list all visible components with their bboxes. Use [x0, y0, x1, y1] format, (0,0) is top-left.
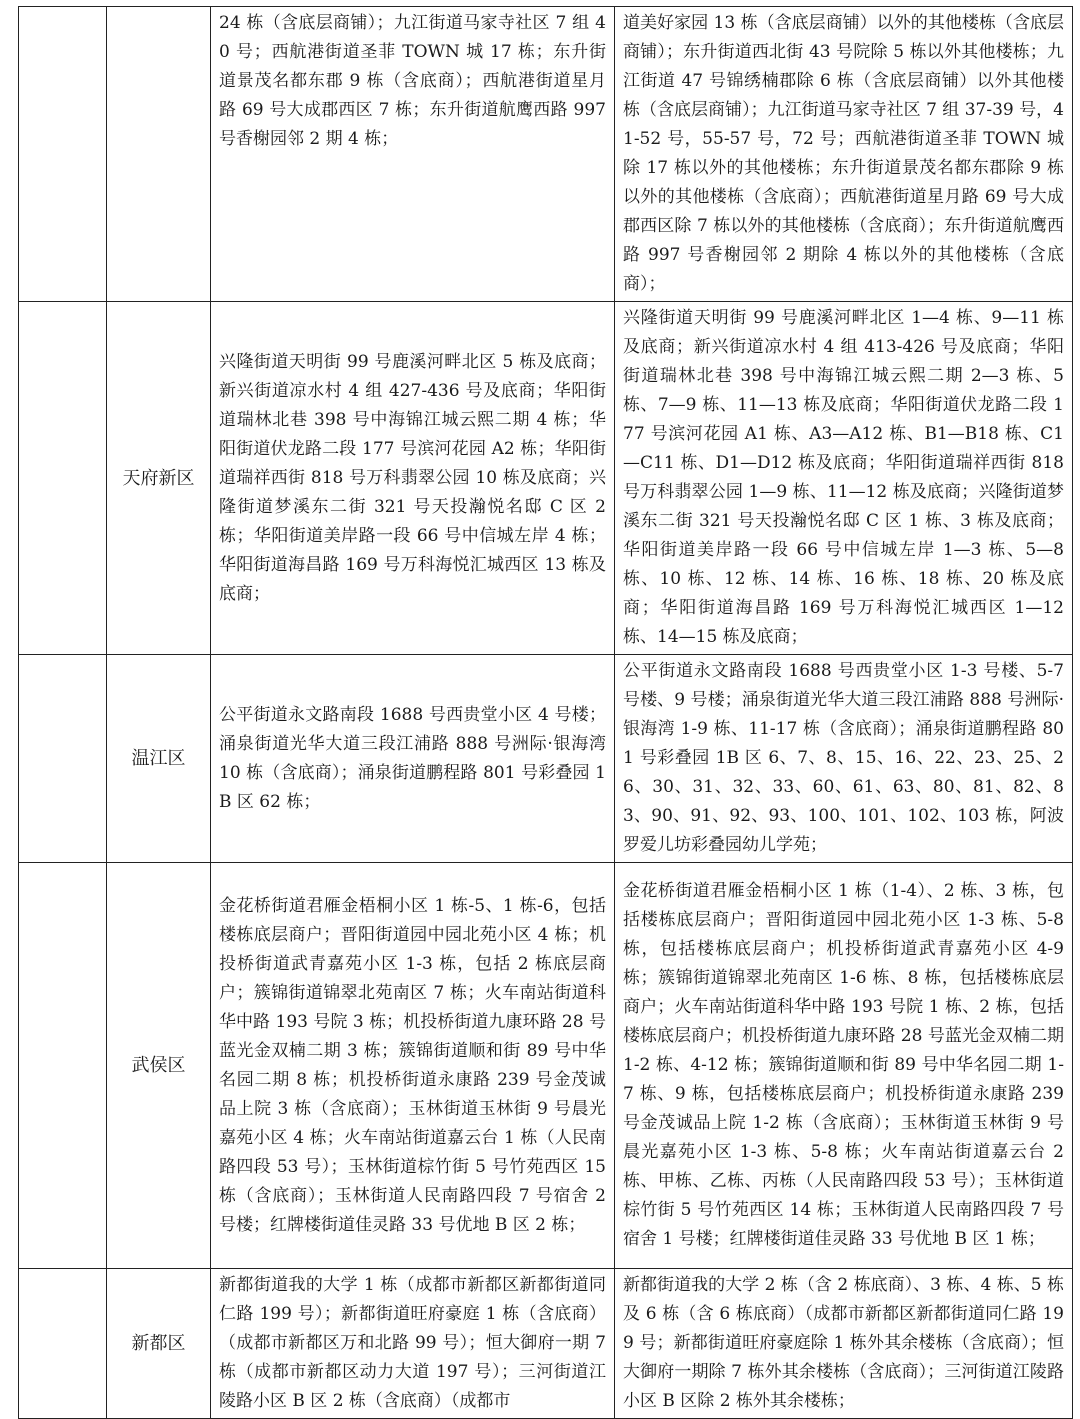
- region-cell: [19, 863, 107, 1269]
- table-row: [19, 863, 1073, 1269]
- district-cell: 天府新区: [107, 302, 211, 655]
- precaution-area-cell: 兴隆街道天明街 99 号鹿溪河畔北区 1—4 栋、9—11 栋及底商；新兴街道凉水村 4 组 413-426 号及底商；华阳街道瑞林北巷 398 号中海锦江城云熙二期 2—3 栋、5 栋、7—9 栋、11—13 栋及底商；华阳街道伏龙路二段 177 号滨河花园 A1 栋、A3—A12 栋、B1—B18 栋、C1—C11 栋、D1—D12 栋及底商；华阳街道瑞祥西街 818 号万科翡翠公园 1—9 栋、11—12 栋及底商；兴隆街道梦溪东二街 321 号天投瀚悦名邸 C 区 1 栋、3 栋及底商；华阳街道美岸路一段 66 号中信城左岸 1—3 栋、5—8 栋、10 栋、12 栋、14 栋、16 栋、18 栋、20 栋及底商；华阳街道海昌路 169 号万科海悦汇城西区 1—12 栋、14—15 栋及底商；: [615, 302, 1073, 655]
- risk-area-table: [18, 6, 1073, 1419]
- table-row: [19, 7, 1073, 302]
- district-cell: [107, 7, 211, 302]
- precaution-area-cell: 道美好家园 13 栋（含底层商铺）以外的其他楼栋（含底层商铺）；东升街道西北街 43 号院除 5 栋以外其他楼栋；九江街道 47 号锦绣楠郡除 6 栋（含底层商铺）以外其他楼栋（含底层商铺）；九江街道马家寺社区 7 组 37-39 号，41-52 号，55-57 号，72 号；西航港街道圣菲 TOWN 城除 17 栋以外的其他楼栋；东升街道景茂名都东郡除 9 栋以外的其他楼栋（含底商）；西航港街道星月路 69 号大成郡西区除 7 栋以外的其他楼栋（含底商）；东升街道航鹰西路 997 号香榭园邻 2 期除 4 栋以外的其他楼栋（含底商）；: [615, 7, 1073, 302]
- controlled-area-cell: 24 栋（含底层商铺）；九江街道马家寺社区 7 组 40 号；西航港街道圣菲 TOWN 城 17 栋；东升街道景茂名都东郡 9 栋（含底商）；西航港街道星月路 69 号大成郡西区 7 栋；东升街道航鹰西路 997 号香榭园邻 2 期 4 栋；: [211, 7, 615, 302]
- controlled-area-cell: 金花桥街道君雁金梧桐小区 1 栋-5、1 栋-6，包括楼栋底层商户；晋阳街道园中园北苑小区 4 栋；机投桥街道武青嘉苑小区 1-3 栋，包括 2 栋底层商户；簇锦街道锦翠北苑南区 7 栋；火车南站街道科华中路 193 号院 3 栋；机投桥街道九康环路 28 号蓝光金双楠二期 3 栋；簇锦街道顺和街 89 号中华名园二期 8 栋；机投桥街道永康路 239 号金茂诚品上院 3 栋（含底商）；玉林街道玉林街 9 号晨光嘉苑小区 4 栋；火车南站街道嘉云台 1 栋（人民南路四段 53 号）；玉林街道棕竹街 5 号竹苑西区 15 栋（含底商）；玉林街道人民南路四段 7 号宿舍 2 号楼；红牌楼街道佳灵路 33 号优地 B 区 2 栋；: [211, 863, 615, 1269]
- controlled-area-cell: 兴隆街道天明街 99 号鹿溪河畔北区 5 栋及底商；新兴街道凉水村 4 组 427-436 号及底商；华阳街道瑞林北巷 398 号中海锦江城云熙二期 4 栋；华阳街道伏龙路二段 177 号滨河花园 A2 栋；华阳街道瑞祥西街 818 号万科翡翠公园 10 栋及底商；兴隆街道梦溪东二街 321 号天投瀚悦名邸 C 区 2 栋；华阳街道美岸路一段 66 号中信城左岸 4 栋；华阳街道海昌路 169 号万科海悦汇城西区 13 栋及底商；: [211, 302, 615, 655]
- table-row: [19, 655, 1073, 863]
- region-cell: [19, 1269, 107, 1419]
- controlled-area-cell: 新都街道我的大学 1 栋（成都市新都区新都街道同仁路 199 号）；新都街道旺府豪庭 1 栋（含底商）（成都市新都区万和北路 99 号）；恒大御府一期 7 栋（成都市新都区动力大道 197 号）；三河街道江陵路小区 B 区 2 栋（含底商）（成都市: [211, 1269, 615, 1419]
- precaution-area-cell: 金花桥街道君雁金梧桐小区 1 栋（1-4）、2 栋、3 栋，包括楼栋底层商户；晋阳街道园中园北苑小区 1-3 栋、5-8 栋，包括楼栋底层商户；机投桥街道武青嘉苑小区 4-9 栋；簇锦街道锦翠北苑南区 1-6 栋、8 栋，包括楼栋底层商户；火车南站街道科华中路 193 号院 1 栋、2 栋，包括楼栋底层商户；机投桥街道九康环路 28 号蓝光金双楠二期 1-2 栋、4-12 栋；簇锦街道顺和街 89 号中华名园二期 1-7 栋、9 栋，包括楼栋底层商户；机投桥街道永康路 239 号金茂诚品上院 1-2 栋（含底商）；玉林街道玉林街 9 号晨光嘉苑小区 1-3 栋、5-8 栋；火车南站街道嘉云台 2 栋、甲栋、乙栋、丙栋（人民南路四段 53 号）；玉林街道棕竹街 5 号竹苑西区 14 栋；玉林街道人民南路四段 7 号宿舍 1 号楼；红牌楼街道佳灵路 33 号优地 B 区 1 栋；: [615, 863, 1073, 1269]
- controlled-area-cell: 公平街道永文路南段 1688 号西贵堂小区 4 号楼；涌泉街道光华大道三段江浦路 888 号洲际·银海湾 10 栋（含底商）；涌泉街道鹏程路 801 号彩叠园 1B 区 62 栋；: [211, 655, 615, 863]
- district-cell: 温江区: [107, 655, 211, 863]
- region-cell: [19, 655, 107, 863]
- precaution-area-cell: 新都街道我的大学 2 栋（含 2 栋底商）、3 栋、4 栋、5 栋及 6 栋（含 6 栋底商）（成都市新都区新都街道同仁路 199 号；新都街道旺府豪庭除 1 栋外其余楼栋（含底商）；恒大御府一期除 7 栋外其余楼栋（含底商）；三河街道江陵路小区 B 区除 2 栋外其余楼栋；: [615, 1269, 1073, 1419]
- district-cell: 武侯区: [107, 863, 211, 1269]
- table-row: [19, 302, 1073, 655]
- precaution-area-cell: 公平街道永文路南段 1688 号西贵堂小区 1-3 号楼、5-7 号楼、9 号楼；涌泉街道光华大道三段江浦路 888 号洲际·银海湾 1-9 栋、11-17 栋（含底商）；涌泉街道鹏程路 801 号彩叠园 1B 区 6、7、8、15、16、22、23、25、26、30、31、32、33、60、61、63、80、81、82、83、90、91、92、93、100、101、102、103 栋，阿波罗爱儿坊彩叠园幼儿学苑；: [615, 655, 1073, 863]
- table-row: [19, 1269, 1073, 1419]
- document-page: [18, 6, 1072, 1419]
- region-cell: [19, 7, 107, 302]
- region-cell: [19, 302, 107, 655]
- district-cell: 新都区: [107, 1269, 211, 1419]
